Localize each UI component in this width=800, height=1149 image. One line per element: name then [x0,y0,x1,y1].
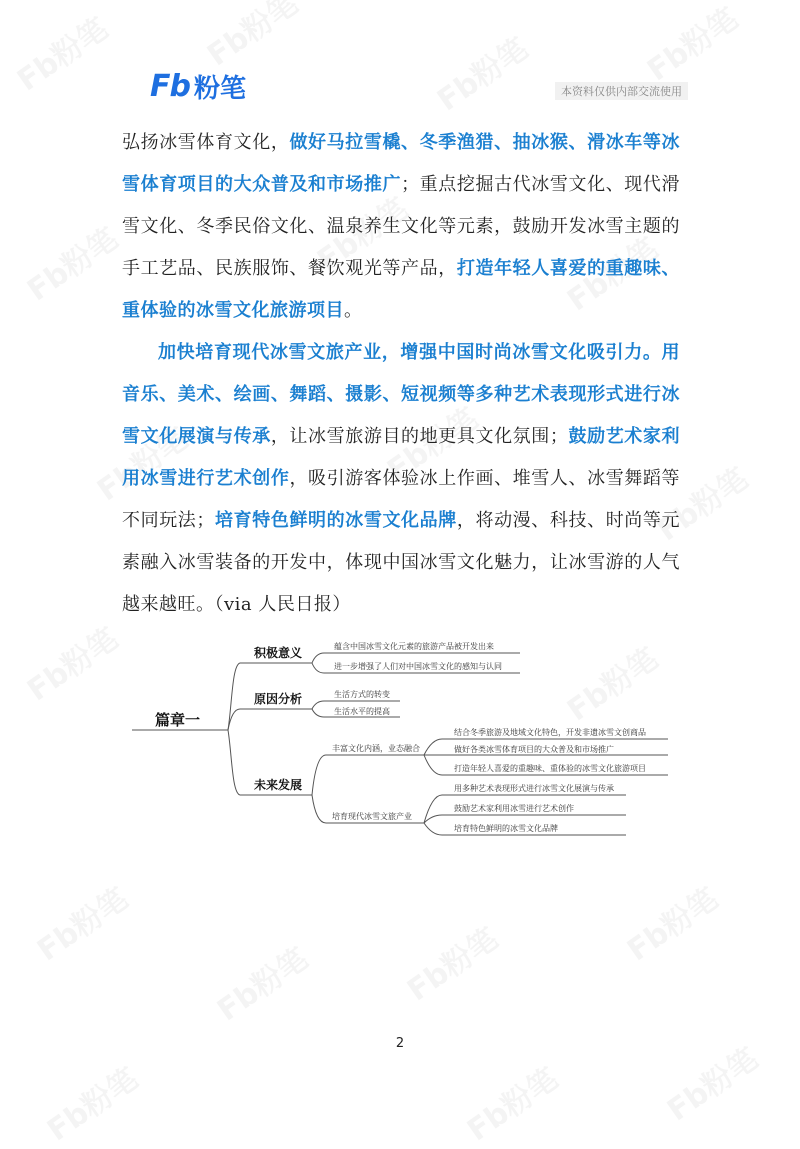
leaf-label: 结合冬季旅游及地域文化特色，开发非遗冰雪文创商品 [454,728,646,737]
internal-use-notice: 本资料仅供内部交流使用 [555,82,688,100]
leaf-label: 用多种艺术表现形式进行冰雪文化展演与传承 [454,784,614,793]
leaf-label: 做好各类冰雪体育项目的大众普及和市场推广 [454,745,614,754]
logo-mark: Fb [150,69,190,104]
leaf-label: 蕴含中国冰雪文化元素的旅游产品被开发出来 [334,642,494,651]
connector [228,663,240,730]
highlight-text: 培育特色鲜明的冰雪文化品牌 [214,510,457,531]
text-segment: ，将动漫、科技、时尚等元素融入冰雪装备的开发中，体现中国冰雪文化魅力，让冰雪游的人气越来越旺。（via 人民日报） [122,510,681,615]
watermark [17,215,126,310]
watermark [27,875,136,970]
text-segment: 弘扬冰雪体育文化， [122,132,290,153]
leaf-label: 培育特色鲜明的冰雪文化品牌 [454,824,558,833]
text-segment: ，让冰雪旅游目的地更具文化氛围； [270,426,569,447]
branch-label: 原因分析 [254,692,303,706]
mind-map [0,625,800,855]
connector [424,815,626,823]
text-segment: 。 [344,300,363,321]
leaf-label: 生活方式的转变 [334,690,390,699]
highlight-text: 加快培育现代冰雪文旅产业，增强中国时尚冰雪文化吸引力。用音乐、美术、绘画、舞蹈、摄影、短视频等多种艺术表现形式进行冰雪文化展演与传承 [122,342,680,447]
watermark [37,1055,146,1149]
connector [228,730,240,795]
sub-branch-label: 培育现代冰雪文旅产业 [332,812,412,821]
root-label: 篇章一 [155,711,201,729]
highlight-text: 做好马拉雪橇、冬季渔猎、抽冰猴、滑冰车等冰雪体育项目的大众普及和市场推广 [122,132,681,195]
leaf-label: 鼓励艺术家利用冰雪进行艺术创作 [454,804,574,813]
text-segment: ，吸引游客体验冰上作画、堆雪人、冰雪舞蹈等不同玩法； [122,468,681,531]
watermark [397,915,506,1010]
leaf-label: 进一步增强了人们对中国冰雪文化的感知与认同 [334,662,502,671]
highlight-text: 打造年轻人喜爱的重趣味、重体验的冰雪文化旅游项目 [122,258,681,321]
connector [312,755,424,795]
watermark [207,935,316,1030]
watermark [457,1055,566,1149]
paragraph-2 [122,332,680,626]
sub-branch-label: 丰富文化内涵，业态融合 [332,744,420,753]
logo-text: 粉笔 [193,74,246,104]
highlight-text: 鼓励艺术家利用冰雪进行艺术创作 [122,426,681,489]
page-header [0,0,800,110]
brand-logo [150,68,246,105]
paragraph-1 [122,122,680,332]
page-number: 2 [395,1036,405,1051]
watermark [617,875,726,970]
branch-label: 积极意义 [254,646,303,660]
article-body [122,122,680,626]
text-segment: ；重点挖掘古代冰雪文化、现代滑雪文化、冬季民俗文化、温泉养生文化等元素，鼓励开发冰雪主题的手工艺品、民族服饰、餐饮观光等产品， [122,174,681,279]
leaf-label: 打造年轻人喜爱的重趣味、重体验的冰雪文化旅游项目 [454,764,646,773]
leaf-label: 生活水平的提高 [334,707,390,716]
branch-label: 未来发展 [254,778,303,792]
